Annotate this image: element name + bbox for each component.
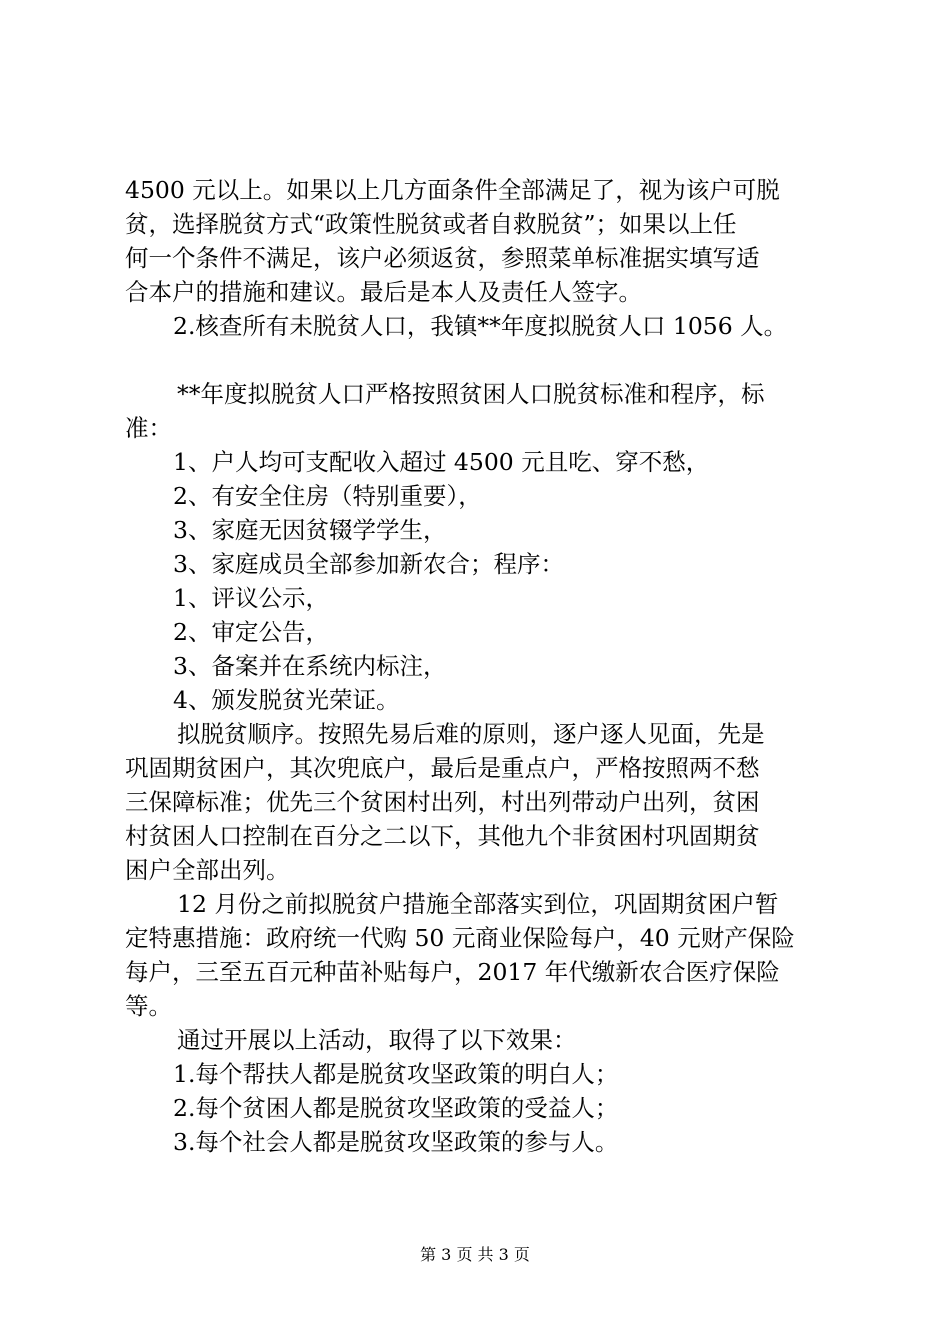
text-line: 2.每个贫困人都是脱贫攻坚政策的受益人； [173,1094,619,1122]
page-footer: 第 3 页 共 3 页 [420,1245,530,1264]
text-line: 拟脱贫顺序。按照先易后难的原则，逐户逐人见面，先是 [177,720,765,748]
text-line: 定特惠措施：政府统一代购 50 元商业保险每户，40 元财产保险 [125,924,795,952]
text-line: 困户全部出列。 [125,856,290,884]
text-line: 3.每个社会人都是脱贫攻坚政策的参与人。 [173,1128,619,1156]
text-line: 合本户的措施和建议。最后是本人及责任人签字。 [125,278,642,306]
text-line: 4500 元以上。如果以上几方面条件全部满足了，视为该户可脱 [125,176,780,204]
text-line: 准： [125,414,172,442]
text-line: 3、家庭成员全部参加新农合；程序： [173,550,564,578]
text-line: 何一个条件不满足，该户必须返贫，参照菜单标准据实填写适 [125,244,760,272]
text-line: 等。 [125,992,172,1020]
text-line: 2、审定公告， [173,618,329,646]
text-line: 巩固期贫困户，其次兜底户，最后是重点户，严格按照两不愁 [125,754,760,782]
text-line: 12 月份之前拟脱贫户措施全部落实到位，巩固期贫困户暂 [177,890,779,918]
text-line: 1、评议公示， [173,584,329,612]
text-line: 2.核查所有未脱贫人口，我镇**年度拟脱贫人口 1056 人。 [173,312,788,340]
text-line: 三保障标准；优先三个贫困村出列，村出列带动户出列，贫困 [125,788,760,816]
text-line: 贫，选择脱贫方式“政策性脱贫或者自救脱贫”；如果以上任 [125,210,737,238]
text-line: 每户，三至五百元种苗补贴每户，2017 年代缴新农合医疗保险 [125,958,780,986]
blank-line [125,343,830,377]
text-line: 4、颁发脱贫光荣证。 [173,686,400,714]
text-line: 1、户人均可支配收入超过 4500 元且吃、穿不愁， [173,448,710,476]
text-line: **年度拟脱贫人口严格按照贫困人口脱贫标准和程序，标 [177,380,765,408]
text-line: 3、备案并在系统内标注， [173,652,447,680]
text-line: 村贫困人口控制在百分之二以下，其他九个非贫困村巩固期贫 [125,822,760,850]
text-line: 2、有安全住房（特别重要）， [173,482,482,510]
text-line: 1.每个帮扶人都是脱贫攻坚政策的明白人； [173,1060,619,1088]
text-line: 3、家庭无因贫辍学学生， [173,516,447,544]
document-body [125,173,830,1159]
text-line: 通过开展以上活动，取得了以下效果： [177,1026,577,1054]
